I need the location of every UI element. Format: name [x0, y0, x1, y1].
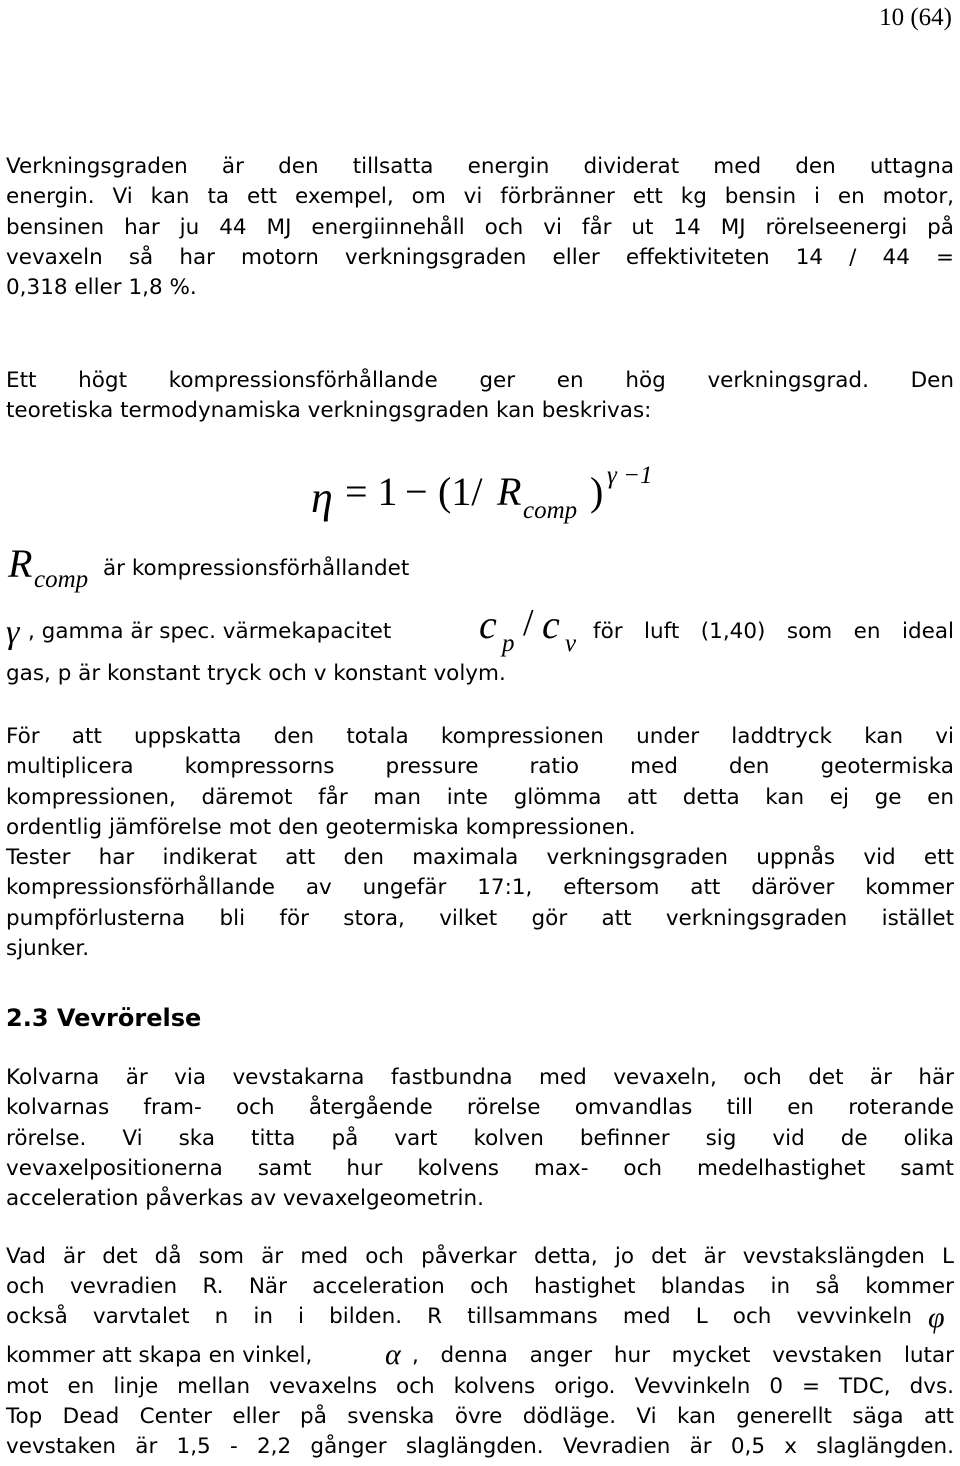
formula-minus: −: [405, 469, 428, 514]
cv-subscript: v: [565, 630, 577, 657]
cp-subscript: p: [502, 630, 515, 657]
text-line: kommer att skapa en vinkel,: [6, 1343, 313, 1368]
text-line: mot en linje mellan vevaxelns och kolvens origo. Vevvinkeln 0 = TDC, dvs.: [6, 1374, 954, 1399]
text-line: vevaxeln så har motorn verkningsgraden eller effektiviteten 14 / 44 =: [6, 244, 954, 270]
formula-r: R: [497, 469, 522, 514]
gamma-text-line2: gas, p är konstant tryck och v konstant volym.: [6, 661, 506, 686]
text-line: För att uppskatta den totala kompressionen under laddtryck kan vi: [6, 724, 954, 749]
alpha-symbol: α: [385, 1338, 401, 1371]
text-line: Ett högt kompressionsförhållande ger en hög verkningsgrad. Den: [6, 368, 954, 393]
gamma-symbol: γ: [6, 614, 20, 651]
paragraph-boost: [6, 722, 954, 964]
gamma-text: , gamma är spec. värmekapacitet: [28, 619, 392, 644]
section-heading: 2.3 Vevrörelse: [6, 1004, 202, 1032]
formula-close: ): [590, 469, 604, 514]
gamma-text-end: för luft (1,40) som en ideal: [593, 619, 954, 644]
rcomp-symbol: R: [8, 541, 33, 586]
text-line: vevaxelpositionerna samt hur kolvens max- och medelhastighet samt: [6, 1155, 954, 1181]
cp-symbol: c: [479, 602, 497, 647]
text-line: sjunker.: [6, 936, 90, 962]
text-line: kompressionen, däremot får man inte glömma att detta kan ej ge en: [6, 784, 954, 810]
formula-eta: η: [311, 473, 333, 522]
text-line: 0,318 eller 1,8 %.: [6, 275, 197, 301]
formula-r-subscript: comp: [523, 497, 578, 524]
phi-symbol: φ: [928, 1301, 945, 1334]
text-line: bensinen har ju 44 MJ energiinnehåll och vi får ut 14 MJ rörelseenergi på: [6, 214, 954, 240]
text-line: Top Dead Center eller på svenska övre dödläge. Vi kan generellt säga att: [6, 1404, 954, 1429]
text-line: vevstaken är 1,5 - 2,2 gånger slaglängden. Vevradien är 0,5 x slaglängden.: [6, 1434, 954, 1459]
text-line: , denna anger hur mycket vevstaken lutar: [412, 1343, 954, 1368]
text-line: kolvarnas fram- och återgående rörelse omvandlas till en roterande: [6, 1095, 954, 1121]
rcomp-subscript: comp: [34, 566, 89, 593]
text-line: och vevradien R. När acceleration och hastighet blandas in så kommer: [6, 1274, 954, 1299]
text-line: multiplicera kompressorns pressure ratio med den geotermiska: [6, 754, 954, 780]
text-line: teoretiska termodynamiska verkningsgraden kan beskrivas:: [6, 398, 652, 424]
text-line: kompressionsförhållande av ungefär 17:1, eftersom att däröver kommer: [6, 875, 954, 901]
rcomp-text: är kompressionsförhållandet: [103, 556, 410, 581]
paragraph-efficiency: [6, 152, 954, 303]
cv-symbol: c: [542, 602, 560, 647]
formula-open: (1/: [438, 469, 483, 514]
text-line: ordentlig jämförelse mot den geotermiska kompressionen.: [6, 814, 636, 840]
text-line: Verkningsgraden är den tillsatta energin dividerat med den uttagna: [6, 154, 954, 179]
text-line: också varvtalet n in i bilden. R tillsammans med L och vevvinkeln: [6, 1304, 912, 1329]
ratio-slash: /: [523, 602, 534, 644]
page-number: 10 (64): [879, 4, 952, 31]
paragraph-compression: [6, 366, 954, 427]
text-line: Tester har indikerat att den maximala verkningsgraden uppnås vid ett: [6, 845, 954, 871]
text-line: acceleration påverkas av vevaxelgeometrin.: [6, 1186, 484, 1212]
paragraph-crank-motion: [6, 1063, 954, 1214]
text-line: Kolvarna är via vevstakarna fastbundna med vevaxeln, och det är här: [6, 1065, 954, 1090]
text-line: Vad är det då som är med och påverkar detta, jo det är vevstakslängden L: [6, 1244, 954, 1269]
text-line: energin. Vi kan ta ett exempel, om vi förbränner ett kg bensin i en motor,: [6, 184, 954, 210]
text-line: pumpförlusterna bli för stora, vilket gör att verkningsgraden istället: [6, 905, 954, 931]
formula-exponent: γ −1: [607, 462, 653, 489]
text-line: rörelse. Vi ska titta på vart kolven befinner sig vid de olika: [6, 1125, 954, 1151]
formula-equals-one: = 1: [345, 469, 398, 514]
